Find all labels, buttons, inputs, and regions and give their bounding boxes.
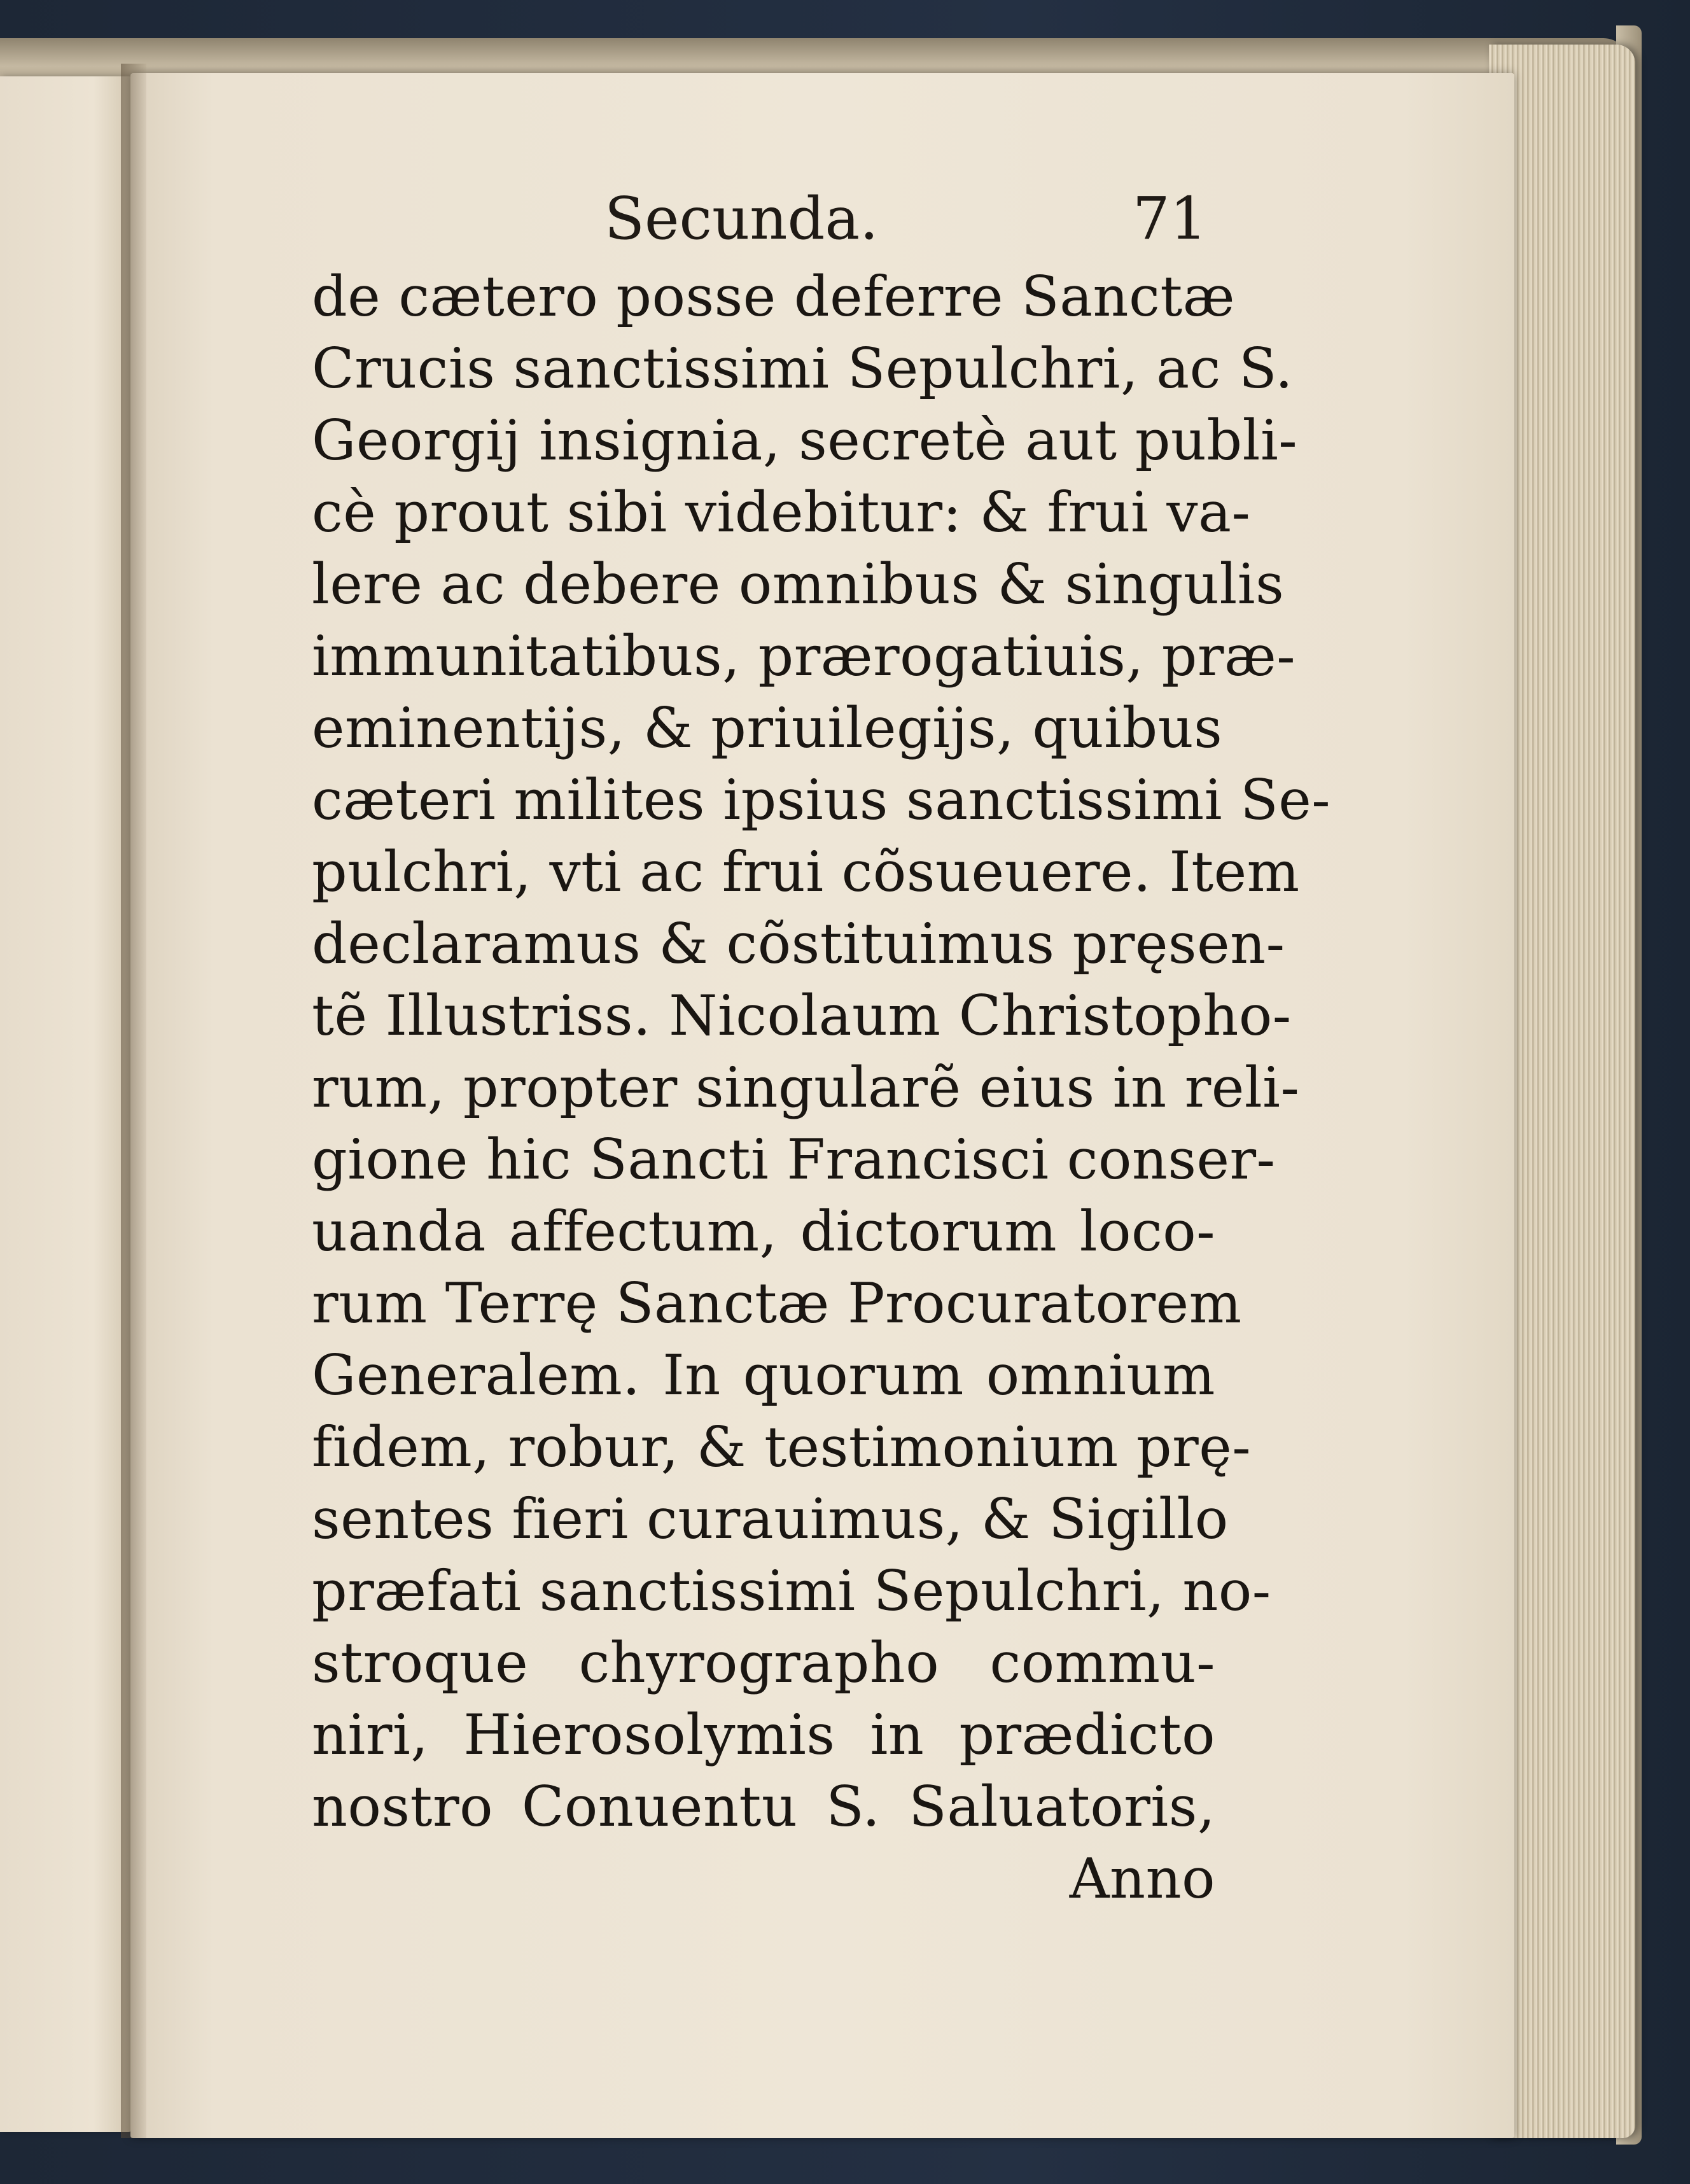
text-line: Georgij insignia, secretè aut publi- [312, 408, 1298, 473]
page-number: 71 [1133, 185, 1208, 253]
text-line: uanda affectum, dictorum loco- [312, 1199, 1215, 1264]
text-line: lere ac debere omnibus & singulis [312, 552, 1285, 617]
text-line: præfati sanctissimi Sepulchri, no- [312, 1558, 1271, 1623]
text-line: nostro Conuentu S. Saluatoris, [312, 1774, 1215, 1839]
text-line: rum, propter singularẽ eius in reli- [312, 1055, 1300, 1120]
text-line: pulchri, vti ac frui cõsueuere. Item [312, 839, 1300, 904]
running-head-title: Secunda. [604, 185, 879, 253]
text-line: cæteri milites ipsius sanctissimi Se- [312, 767, 1331, 832]
text-line: sentes fieri curauimus, & Sigillo [312, 1487, 1229, 1551]
text-line: tẽ Illustriss. Nicolaum Christopho- [312, 983, 1292, 1048]
text-line: de cætero posse deferre Sanctæ [312, 264, 1236, 329]
text-line: immunitatibus, prærogatiuis, præ- [312, 624, 1296, 689]
text-line: Generalem. In quorum omnium [312, 1343, 1215, 1408]
catchword: Anno [1069, 1846, 1215, 1911]
text-line: rum Terrę Sanctæ Procuratorem [312, 1271, 1242, 1336]
text-line: gione hic Sancti Francisci conser- [312, 1127, 1276, 1192]
text-line: stroque chyrographo commu- [312, 1630, 1215, 1695]
text-line: eminentijs, & priuilegijs, quibus [312, 696, 1223, 760]
text-line: niri, Hierosolymis in prædicto [312, 1702, 1215, 1767]
text-line: declaramus & cõstituimus pręsen- [312, 911, 1285, 976]
running-head [312, 172, 1215, 261]
text-block [312, 172, 1331, 1915]
text-line: fidem, robur, & testimonium prę- [312, 1415, 1252, 1480]
facing-page-edge [0, 76, 134, 2132]
text-line: cè prout sibi videbitur: & frui va- [312, 480, 1251, 545]
spine-shadow [121, 64, 146, 2138]
text-line: Crucis sanctissimi Sepulchri, ac S. [312, 336, 1294, 401]
